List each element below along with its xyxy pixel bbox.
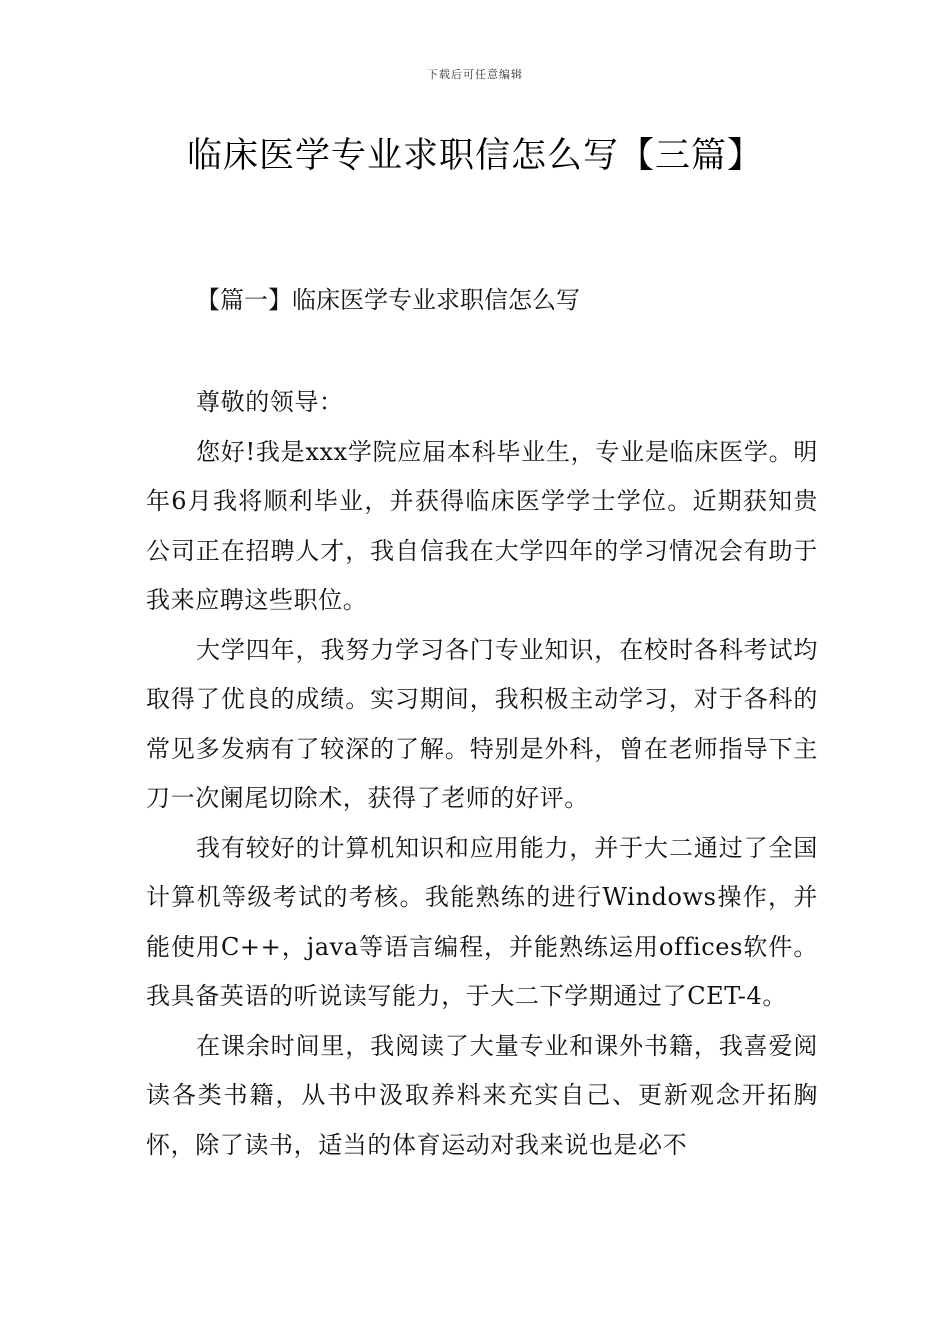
document-title: 临床医学专业求职信怎么写【三篇】 <box>186 136 763 176</box>
paragraph-skills: 我有较好的计算机知识和应用能力，并于大二通过了全国计算机等级考试的考核。我能熟练的进行Windows操作，并能使用C++，java等语言编程，并能熟练运用offices软件。我具备英语的听说读写能力，于大二下学期通过了CET-4。 <box>146 833 818 1010</box>
paragraph-study: 大学四年，我努力学习各门专业知识，在校时各科考试均取得了优良的成绩。实习期间，我积极主动学习，对于各科的常见多发病有了较深的了解。特别是外科，曾在老师指导下主刀一次阑尾切除术，获得了老师的好评。 <box>146 635 818 812</box>
section-heading: 【篇一】临床医学专业求职信怎么写 <box>196 286 580 314</box>
header-note: 下载后可任意编辑 <box>427 68 523 81</box>
letter-body <box>146 378 818 1170</box>
salutation: 尊敬的领导： <box>196 388 344 416</box>
paragraph-leisure: 在课余时间里，我阅读了大量专业和课外书籍，我喜爱阅读各类书籍，从书中汲取养料来充实自己、更新观念开拓胸怀，除了读书，适当的体育运动对我来说也是必不 <box>146 1031 818 1159</box>
paragraph-intro: 您好!我是xxx学院应届本科毕业生，专业是临床医学。明年6月我将顺利毕业，并获得临床医学学士学位。近期获知贵公司正在招聘人才，我自信我在大学四年的学习情况会有助于我来应聘这些职位。 <box>146 437 818 614</box>
